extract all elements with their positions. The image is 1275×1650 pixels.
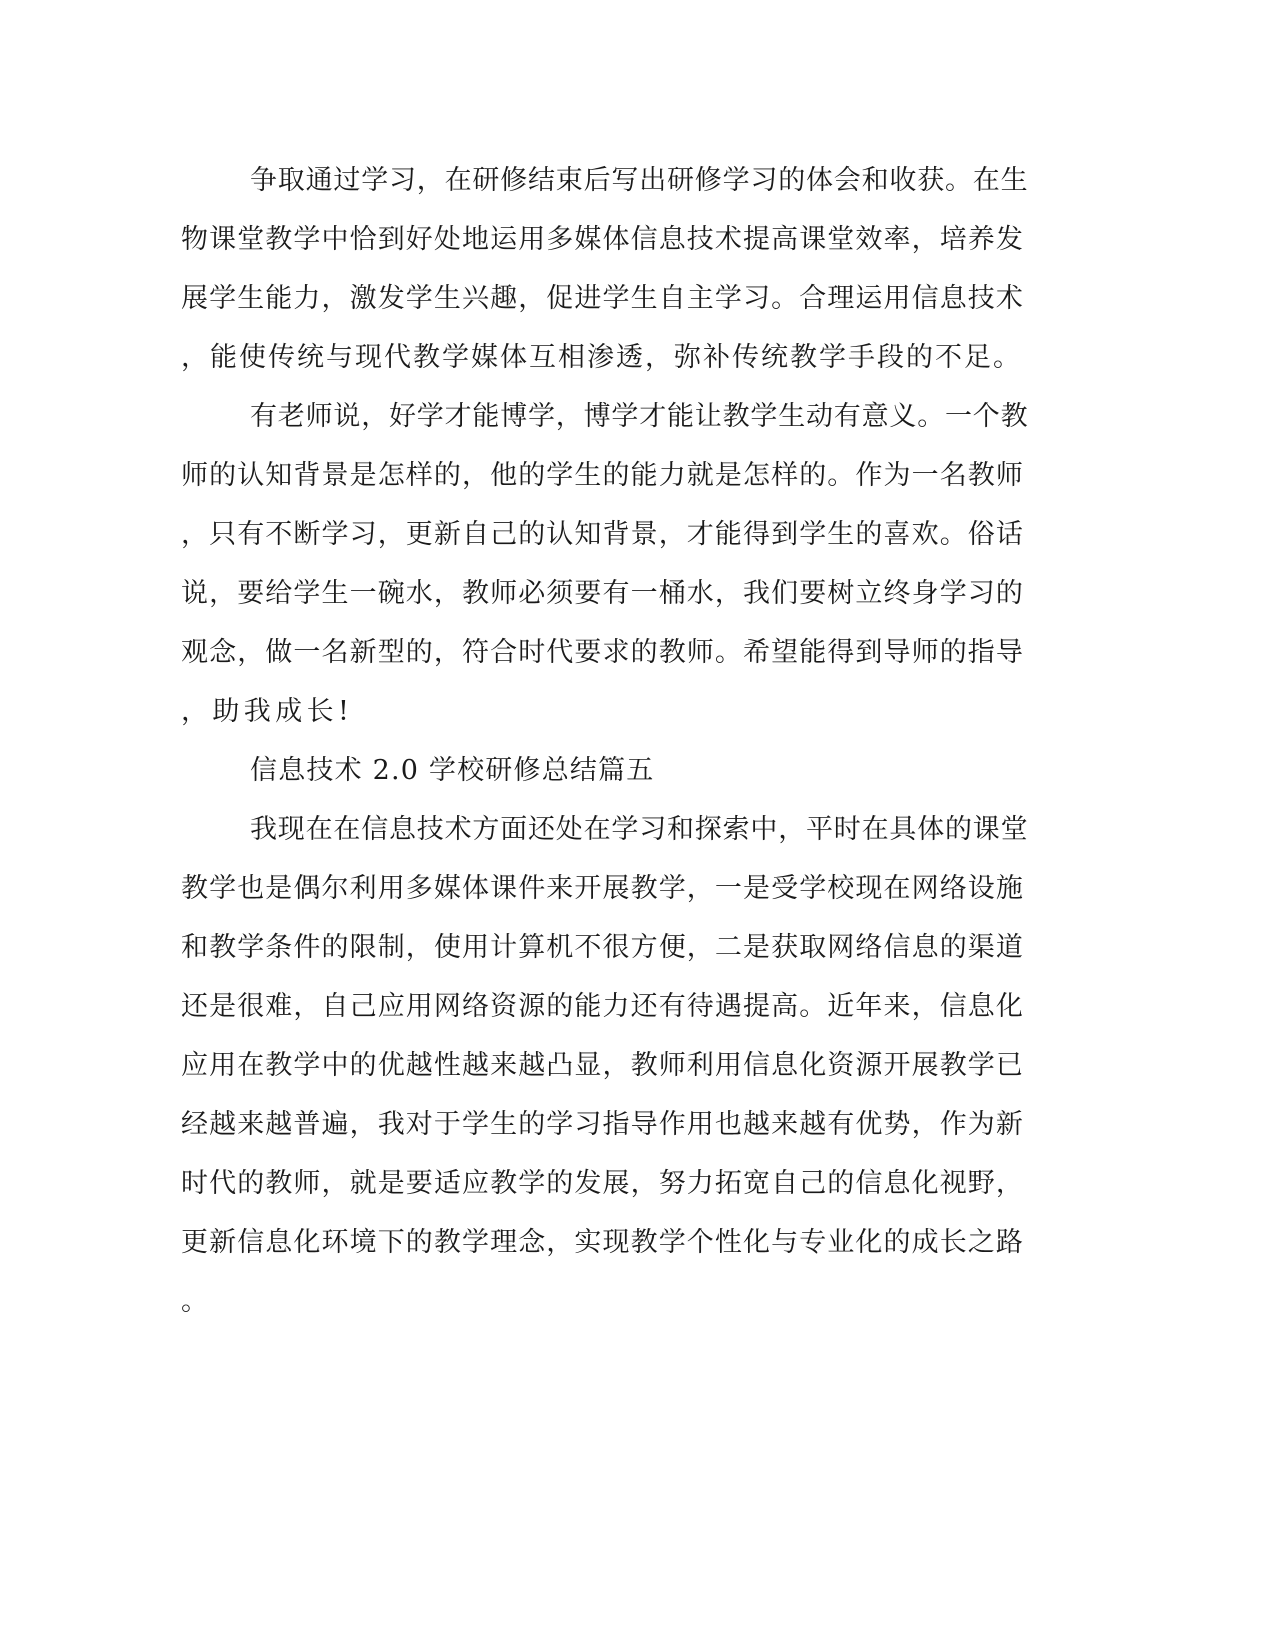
paragraph-1-line-2: 物课堂教学中恰到好处地运用多媒体信息技术提高课堂效率，培养发 [181,224,1024,255]
paragraph-3-line-9: 。 [181,1286,213,1317]
paragraph-2-line-2: 师的认知背景是怎样的，他的学生的能力就是怎样的。作为一名教师 [181,460,1024,491]
paragraph-3-line-6: 经越来越普遍，我对于学生的学习指导作用也越来越有优势，作为新 [181,1109,1024,1140]
paragraph-3-line-3: 和教学条件的限制，使用计算机不很方便，二是获取网络信息的渠道 [181,932,1024,963]
paragraph-2-line-4: 说，要给学生一碗水，教师必须要有一桶水，我们要树立终身学习的 [181,578,1024,609]
paragraph-3-line-7: 时代的教师，就是要适应教学的发展，努力拓宽自己的信息化视野， [181,1168,1024,1199]
paragraph-1-line-1: 争取通过学习，在研修结束后写出研修学习的体会和收获。在生 [250,165,1029,196]
paragraph-2-line-1: 有老师说，好学才能博学，博学才能让教学生动有意义。一个教 [250,401,1029,432]
paragraph-2-line-6: ，助我成长! [181,696,354,727]
paragraph-1-line-3: 展学生能力，激发学生兴趣，促进学生自主学习。合理运用信息技术 [181,283,1024,314]
paragraph-3-line-8: 更新信息化环境下的教学理念，实现教学个性化与专业化的成长之路 [181,1227,1024,1258]
paragraph-3-line-5: 应用在教学中的优越性越来越凸显，教师利用信息化资源开展教学已 [181,1050,1024,1081]
paragraph-2-line-3: ，只有不断学习，更新自己的认知背景，才能得到学生的喜欢。俗话 [181,519,1024,550]
paragraph-3-line-2: 教学也是偶尔利用多媒体课件来开展教学，一是受学校现在网络设施 [181,873,1024,904]
section-title: 信息技术 2.0 学校研修总结篇五 [250,755,655,786]
paragraph-2-line-5: 观念，做一名新型的，符合时代要求的教师。希望能得到导师的指导 [181,637,1024,668]
paragraph-3-line-1: 我现在在信息技术方面还处在学习和探索中，平时在具体的课堂 [250,814,1029,845]
paragraph-1-line-4: ，能使传统与现代教学媒体互相渗透，弥补传统教学手段的不足。 [181,342,1022,373]
paragraph-3-line-4: 还是很难，自己应用网络资源的能力还有待遇提高。近年来，信息化 [181,991,1024,1022]
